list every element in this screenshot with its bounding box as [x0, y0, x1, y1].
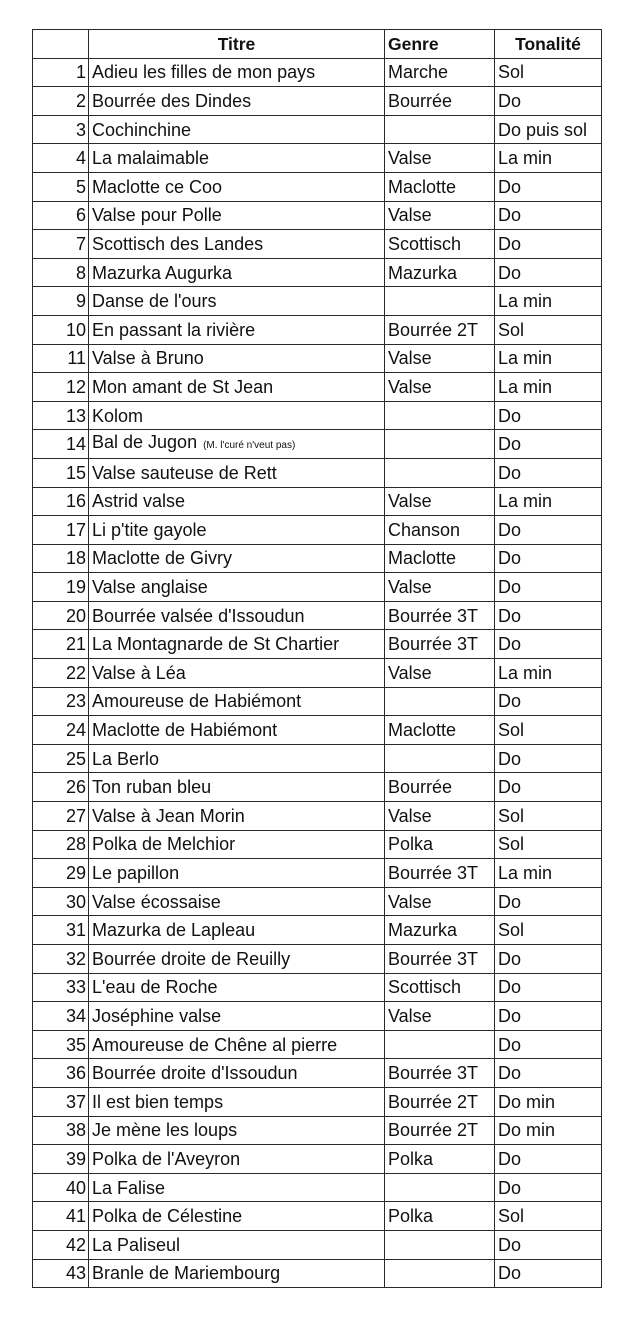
row-key: Sol	[495, 315, 602, 344]
row-number: 22	[33, 659, 89, 688]
row-key: Sol	[495, 1202, 602, 1231]
title-text: Bourrée des Dindes	[92, 90, 252, 111]
row-key: Do	[495, 1173, 602, 1202]
row-number: 12	[33, 373, 89, 402]
table-row	[33, 773, 602, 802]
row-genre	[385, 687, 495, 716]
row-key: Do	[495, 601, 602, 630]
title-text: La Montagnarde de St Chartier	[92, 634, 340, 655]
row-number: 7	[33, 230, 89, 259]
table-row	[33, 1059, 602, 1088]
table-row	[33, 973, 602, 1002]
table-row	[33, 887, 602, 916]
row-key: Do	[495, 516, 602, 545]
table-row	[33, 1116, 602, 1145]
row-title	[89, 1059, 385, 1088]
row-genre: Valse	[385, 887, 495, 916]
table-row	[33, 516, 602, 545]
table-row	[33, 344, 602, 373]
row-number: 37	[33, 1087, 89, 1116]
row-title	[89, 1087, 385, 1116]
table-row	[33, 1145, 602, 1174]
row-key: Do	[495, 1230, 602, 1259]
title-text: Bourrée droite de Reuilly	[92, 948, 291, 969]
row-key: La min	[495, 144, 602, 173]
row-genre	[385, 1230, 495, 1259]
row-genre	[385, 1259, 495, 1288]
title-text: La malaimable	[92, 148, 210, 169]
table-row	[33, 201, 602, 230]
header-title: Titre	[89, 30, 385, 59]
row-key: La min	[495, 344, 602, 373]
row-key: Do	[495, 401, 602, 430]
row-number: 9	[33, 287, 89, 316]
row-number: 2	[33, 87, 89, 116]
row-title	[89, 201, 385, 230]
tune-list-sheet	[32, 29, 602, 1288]
row-title	[89, 544, 385, 573]
row-genre: Bourrée 2T	[385, 1116, 495, 1145]
title-text: Polka de l'Aveyron	[92, 1148, 241, 1169]
title-text: La Berlo	[92, 748, 160, 769]
row-number: 5	[33, 172, 89, 201]
row-genre: Valse	[385, 1002, 495, 1031]
row-genre: Bourrée 3T	[385, 859, 495, 888]
row-title	[89, 659, 385, 688]
title-text: Amoureuse de Habiémont	[92, 691, 302, 712]
table-row	[33, 172, 602, 201]
title-text: Amoureuse de Chêne al pierre	[92, 1034, 338, 1055]
row-title	[89, 87, 385, 116]
row-title	[89, 744, 385, 773]
row-title	[89, 1230, 385, 1259]
table-row	[33, 744, 602, 773]
row-key: Sol	[495, 58, 602, 87]
row-key: Do	[495, 544, 602, 573]
row-key: La min	[495, 373, 602, 402]
title-text: Joséphine valse	[92, 1005, 222, 1026]
row-number: 25	[33, 744, 89, 773]
row-title	[89, 1116, 385, 1145]
row-title	[89, 973, 385, 1002]
table-row	[33, 458, 602, 487]
table-row	[33, 115, 602, 144]
title-text: Valse écossaise	[92, 891, 221, 912]
row-key: Do	[495, 172, 602, 201]
row-genre: Polka	[385, 830, 495, 859]
row-genre: Valse	[385, 344, 495, 373]
row-title	[89, 630, 385, 659]
row-genre: Valse	[385, 573, 495, 602]
row-genre	[385, 458, 495, 487]
row-genre: Scottisch	[385, 230, 495, 259]
table-row	[33, 916, 602, 945]
row-genre	[385, 401, 495, 430]
row-number: 36	[33, 1059, 89, 1088]
table-row	[33, 287, 602, 316]
row-number: 34	[33, 1002, 89, 1031]
row-number: 40	[33, 1173, 89, 1202]
row-title	[89, 430, 385, 459]
row-key: Sol	[495, 716, 602, 745]
title-text: Bal de Jugon	[92, 432, 198, 453]
table-row	[33, 1002, 602, 1031]
row-title	[89, 458, 385, 487]
row-number: 26	[33, 773, 89, 802]
table-row	[33, 401, 602, 430]
row-genre: Valse	[385, 373, 495, 402]
row-number: 28	[33, 830, 89, 859]
title-note: (M. l'curé n'veut pas)	[203, 440, 296, 452]
row-genre: Bourrée	[385, 87, 495, 116]
row-key: Do	[495, 630, 602, 659]
row-number: 38	[33, 1116, 89, 1145]
header-key: Tonalité	[495, 30, 602, 59]
row-key: Do	[495, 430, 602, 459]
title-text: Mazurka Augurka	[92, 262, 233, 283]
row-key: Sol	[495, 916, 602, 945]
row-genre	[385, 744, 495, 773]
row-number: 29	[33, 859, 89, 888]
title-text: Je mène les loups	[92, 1120, 238, 1141]
row-key: Do	[495, 687, 602, 716]
row-genre: Maclotte	[385, 544, 495, 573]
row-key: Do	[495, 945, 602, 974]
row-title	[89, 773, 385, 802]
row-key: Sol	[495, 830, 602, 859]
row-key: Do min	[495, 1087, 602, 1116]
row-number: 35	[33, 1030, 89, 1059]
row-title	[89, 58, 385, 87]
row-key: Do	[495, 1059, 602, 1088]
row-genre: Polka	[385, 1145, 495, 1174]
row-genre: Polka	[385, 1202, 495, 1231]
table-row	[33, 1259, 602, 1288]
row-title	[89, 802, 385, 831]
table-row	[33, 230, 602, 259]
row-title	[89, 487, 385, 516]
row-title	[89, 916, 385, 945]
row-number: 21	[33, 630, 89, 659]
row-genre: Marche	[385, 58, 495, 87]
row-key: Do	[495, 887, 602, 916]
row-title	[89, 573, 385, 602]
row-key: Do	[495, 258, 602, 287]
row-key: La min	[495, 287, 602, 316]
row-title	[89, 401, 385, 430]
row-genre: Scottisch	[385, 973, 495, 1002]
row-number: 16	[33, 487, 89, 516]
row-key: Do	[495, 87, 602, 116]
row-number: 32	[33, 945, 89, 974]
row-number: 10	[33, 315, 89, 344]
table-row	[33, 859, 602, 888]
row-title	[89, 859, 385, 888]
title-text: Polka de Melchior	[92, 834, 236, 855]
table-row	[33, 315, 602, 344]
row-number: 14	[33, 430, 89, 459]
row-number: 39	[33, 1145, 89, 1174]
row-number: 4	[33, 144, 89, 173]
title-text: Mazurka de Lapleau	[92, 920, 256, 941]
row-number: 20	[33, 601, 89, 630]
row-title	[89, 1202, 385, 1231]
table-row	[33, 430, 602, 459]
row-number: 43	[33, 1259, 89, 1288]
row-number: 27	[33, 802, 89, 831]
title-text: Mon amant de St Jean	[92, 376, 274, 397]
row-genre: Chanson	[385, 516, 495, 545]
row-number: 8	[33, 258, 89, 287]
row-title	[89, 1259, 385, 1288]
row-genre: Mazurka	[385, 258, 495, 287]
title-text: Valse anglaise	[92, 577, 208, 598]
row-title	[89, 716, 385, 745]
row-title	[89, 601, 385, 630]
title-text: Polka de Célestine	[92, 1206, 243, 1227]
row-genre: Bourrée 2T	[385, 315, 495, 344]
row-genre	[385, 287, 495, 316]
row-number: 1	[33, 58, 89, 87]
title-text: Branle de Mariembourg	[92, 1263, 281, 1284]
tune-table	[32, 29, 602, 1288]
row-key: La min	[495, 487, 602, 516]
table-row	[33, 1173, 602, 1202]
row-number: 6	[33, 201, 89, 230]
title-text: La Paliseul	[92, 1234, 181, 1255]
row-title	[89, 687, 385, 716]
title-text: Valse pour Polle	[92, 205, 222, 226]
row-number: 33	[33, 973, 89, 1002]
title-text: Danse de l'ours	[92, 291, 217, 312]
title-text: Ton ruban bleu	[92, 777, 212, 798]
title-text: Maclotte ce Coo	[92, 176, 223, 197]
row-title	[89, 1030, 385, 1059]
header-number	[33, 30, 89, 59]
row-title	[89, 1145, 385, 1174]
table-row	[33, 601, 602, 630]
title-text: Valse sauteuse de Rett	[92, 462, 277, 483]
row-title	[89, 258, 385, 287]
row-number: 42	[33, 1230, 89, 1259]
title-text: Bourrée droite d'Issoudun	[92, 1063, 298, 1084]
table-row	[33, 945, 602, 974]
row-number: 13	[33, 401, 89, 430]
header-genre: Genre	[385, 30, 495, 59]
row-title	[89, 887, 385, 916]
title-text: Bourrée valsée d'Issoudun	[92, 605, 305, 626]
row-number: 11	[33, 344, 89, 373]
table-row	[33, 630, 602, 659]
title-text: Il est bien temps	[92, 1091, 224, 1112]
table-row	[33, 87, 602, 116]
row-key: Do	[495, 573, 602, 602]
title-text: En passant la rivière	[92, 319, 256, 340]
row-key: Do	[495, 201, 602, 230]
title-text: Valse à Léa	[92, 662, 186, 683]
row-genre: Valse	[385, 802, 495, 831]
table-row	[33, 373, 602, 402]
title-text: Valse à Jean Morin	[92, 805, 245, 826]
row-genre: Valse	[385, 201, 495, 230]
row-title	[89, 315, 385, 344]
row-genre: Maclotte	[385, 172, 495, 201]
row-number: 15	[33, 458, 89, 487]
title-text: La Falise	[92, 1177, 166, 1198]
row-key: Do	[495, 458, 602, 487]
title-text: Cochinchine	[92, 119, 192, 140]
row-title	[89, 516, 385, 545]
row-key: Do min	[495, 1116, 602, 1145]
row-key: Do	[495, 1002, 602, 1031]
row-genre: Valse	[385, 144, 495, 173]
row-key: Do	[495, 230, 602, 259]
row-key: Do	[495, 1030, 602, 1059]
table-row	[33, 1030, 602, 1059]
table-row	[33, 716, 602, 745]
row-number: 17	[33, 516, 89, 545]
row-genre: Bourrée 3T	[385, 1059, 495, 1088]
title-text: Valse à Bruno	[92, 348, 204, 369]
title-text: Maclotte de Habiémont	[92, 720, 278, 741]
row-title	[89, 287, 385, 316]
row-number: 41	[33, 1202, 89, 1231]
row-genre: Valse	[385, 659, 495, 688]
row-number: 18	[33, 544, 89, 573]
row-title	[89, 115, 385, 144]
row-key: La min	[495, 659, 602, 688]
title-text: Kolom	[92, 405, 144, 426]
row-title	[89, 1173, 385, 1202]
table-row	[33, 258, 602, 287]
title-text: Astrid valse	[92, 491, 186, 512]
title-text: Scottisch des Landes	[92, 233, 264, 254]
table-row	[33, 1230, 602, 1259]
title-text: Adieu les filles de mon pays	[92, 62, 316, 83]
title-text: L'eau de Roche	[92, 977, 218, 998]
table-row	[33, 1087, 602, 1116]
title-text: Le papillon	[92, 863, 180, 884]
row-genre: Bourrée 2T	[385, 1087, 495, 1116]
table-row	[33, 573, 602, 602]
row-title	[89, 945, 385, 974]
table-row	[33, 144, 602, 173]
row-number: 3	[33, 115, 89, 144]
row-title	[89, 830, 385, 859]
header-row	[33, 30, 602, 59]
row-number: 19	[33, 573, 89, 602]
row-genre	[385, 115, 495, 144]
row-genre: Valse	[385, 487, 495, 516]
table-row	[33, 802, 602, 831]
row-title	[89, 144, 385, 173]
row-number: 31	[33, 916, 89, 945]
row-number: 23	[33, 687, 89, 716]
row-genre	[385, 430, 495, 459]
row-title	[89, 1002, 385, 1031]
row-genre: Bourrée	[385, 773, 495, 802]
title-text: Maclotte de Givry	[92, 548, 233, 569]
table-row	[33, 687, 602, 716]
row-key: Do	[495, 744, 602, 773]
table-row	[33, 544, 602, 573]
table-body	[33, 58, 602, 1288]
row-genre: Mazurka	[385, 916, 495, 945]
row-key: Do	[495, 1259, 602, 1288]
row-key: Do	[495, 773, 602, 802]
table-row	[33, 830, 602, 859]
row-title	[89, 172, 385, 201]
row-key: Do	[495, 973, 602, 1002]
title-text: Li p'tite gayole	[92, 519, 207, 540]
row-genre	[385, 1173, 495, 1202]
row-title	[89, 230, 385, 259]
table-row	[33, 487, 602, 516]
row-key: Do	[495, 1145, 602, 1174]
row-number: 30	[33, 887, 89, 916]
row-key: Do puis sol	[495, 115, 602, 144]
row-genre: Bourrée 3T	[385, 630, 495, 659]
row-genre	[385, 1030, 495, 1059]
table-row	[33, 659, 602, 688]
row-genre: Maclotte	[385, 716, 495, 745]
row-number: 24	[33, 716, 89, 745]
row-title	[89, 344, 385, 373]
table-row	[33, 58, 602, 87]
table-row	[33, 1202, 602, 1231]
row-title	[89, 373, 385, 402]
row-key: La min	[495, 859, 602, 888]
row-genre: Bourrée 3T	[385, 601, 495, 630]
row-genre: Bourrée 3T	[385, 945, 495, 974]
row-key: Sol	[495, 802, 602, 831]
